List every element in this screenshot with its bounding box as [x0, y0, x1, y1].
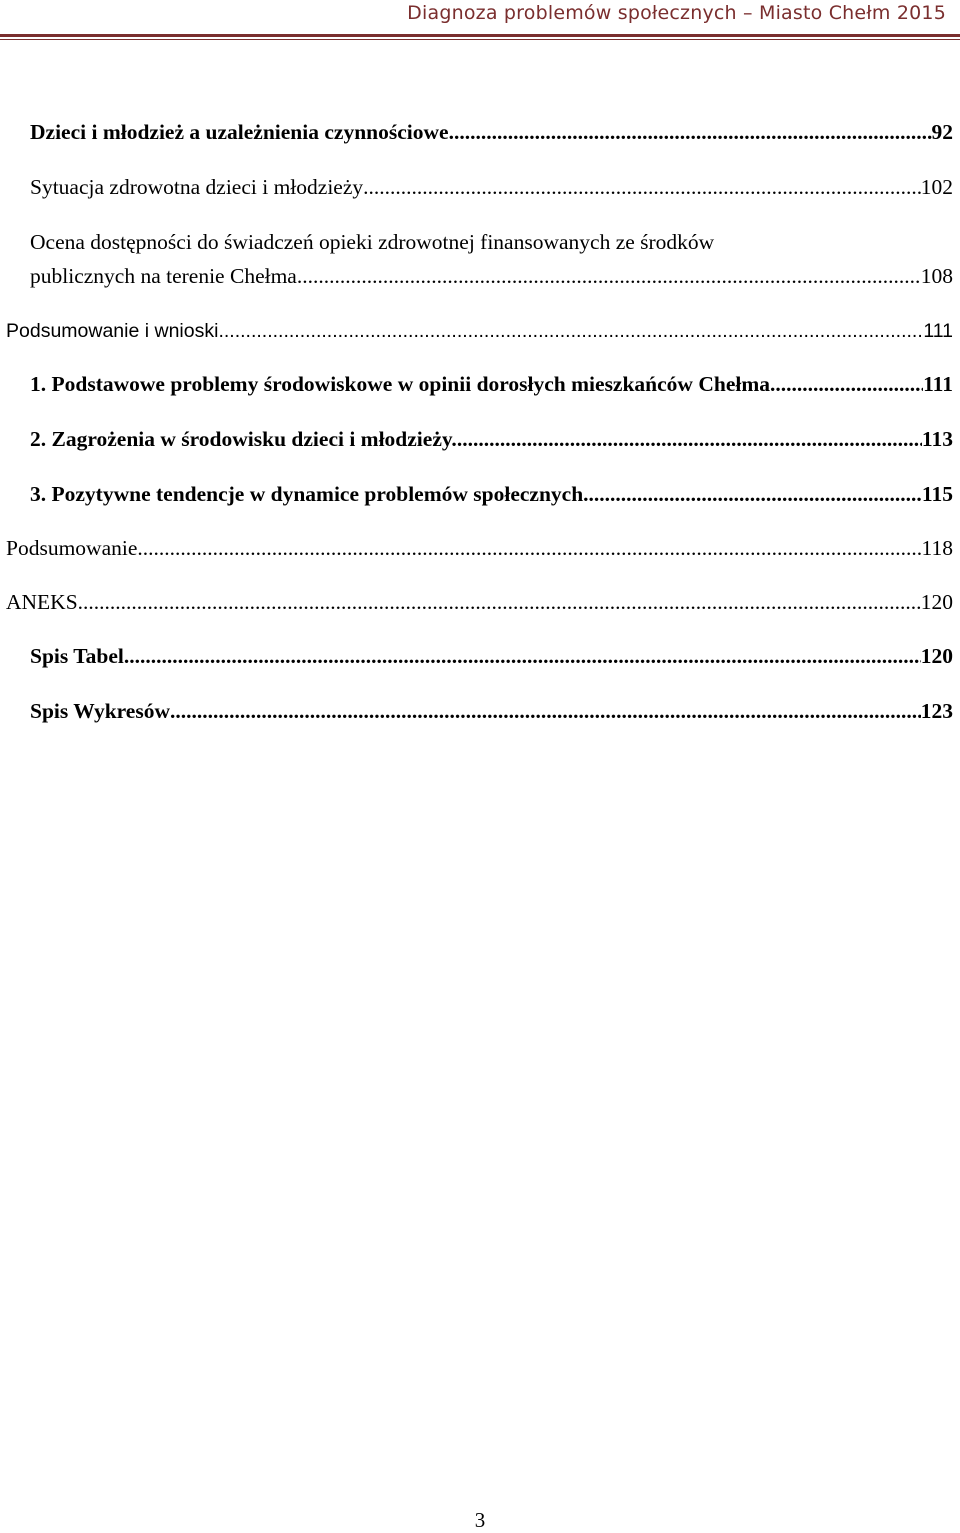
- toc-entry-page: 118: [921, 536, 953, 560]
- toc-leader-dots: [297, 262, 921, 290]
- header-title: Diagnoza problemów społecznych – Miasto Chełm 2015: [407, 2, 946, 24]
- toc-entry-page: 120: [920, 644, 953, 668]
- toc-leader-dots: [124, 642, 921, 670]
- toc-leader-dots: [78, 588, 921, 616]
- toc-entry[interactable]: [30, 370, 953, 398]
- toc-entry-title: Sytuacja zdrowotna dzieci i młodzieży: [30, 175, 364, 199]
- toc-entry-title-line1[interactable]: Ocena dostępności do świadczeń opieki zdrowotnej finansowanych ze środków: [30, 230, 715, 254]
- toc-entry-page: 115: [921, 482, 953, 506]
- toc-entry[interactable]: [30, 173, 953, 201]
- toc-entry[interactable]: [30, 262, 953, 290]
- toc-leader-dots: [449, 118, 932, 146]
- toc-entry-title: Podsumowanie: [6, 536, 138, 560]
- toc-entry-title: Dzieci i młodzież a uzależnienia czynnościowe: [30, 120, 449, 144]
- toc-entry-page: 92: [931, 120, 953, 144]
- toc-entry[interactable]: [30, 480, 953, 508]
- toc-entry-title: Podsumowanie i wnioski: [6, 320, 219, 342]
- toc-entry[interactable]: [6, 317, 953, 345]
- toc-entry-title: 2. Zagrożenia w środowisku dzieci i młodzieży.: [30, 427, 457, 451]
- toc-entry-page: 123: [920, 699, 953, 723]
- toc-entry-page: 111: [923, 372, 953, 396]
- toc-entry-page: 120: [920, 590, 953, 614]
- toc-entry-title: Spis Wykresów: [30, 699, 170, 723]
- toc-entry[interactable]: [30, 642, 953, 670]
- toc-leader-dots: [137, 534, 921, 562]
- toc-entry[interactable]: [30, 118, 953, 146]
- toc-leader-dots: [589, 480, 922, 508]
- toc-entry-page: 108: [920, 264, 953, 288]
- header-rule-thin: [0, 39, 960, 40]
- page-number: 3: [474, 1508, 486, 1532]
- toc-leader-dots: [170, 697, 921, 725]
- toc-entry-title: 1. Podstawowe problemy środowiskowe w opinii dorosłych mieszkańców Chełma: [30, 372, 770, 396]
- header-rule-thick: [0, 34, 960, 37]
- toc-leader-dots: [363, 173, 921, 201]
- toc-entry-title: ANEKS: [6, 590, 78, 614]
- toc-entry[interactable]: [6, 534, 953, 562]
- toc-leader-dots: [218, 317, 923, 345]
- toc-entry-page: 102: [920, 175, 953, 199]
- toc-entry-title: publicznych na terenie Chełma: [30, 264, 297, 288]
- toc-entry-title: 3. Pozytywne tendencje w dynamice problemów społecznych.: [30, 482, 589, 506]
- toc-entry[interactable]: [30, 697, 953, 725]
- toc-leader-dots: [457, 425, 922, 453]
- toc-entry[interactable]: [30, 425, 953, 453]
- toc-leader-dots: [770, 370, 923, 398]
- page-header: [0, 0, 960, 44]
- toc-entry[interactable]: [6, 588, 953, 616]
- toc-entry-page: 111: [923, 320, 953, 342]
- toc-entry-page: 113: [921, 427, 953, 451]
- toc-entry-title: Spis Tabel: [30, 644, 124, 668]
